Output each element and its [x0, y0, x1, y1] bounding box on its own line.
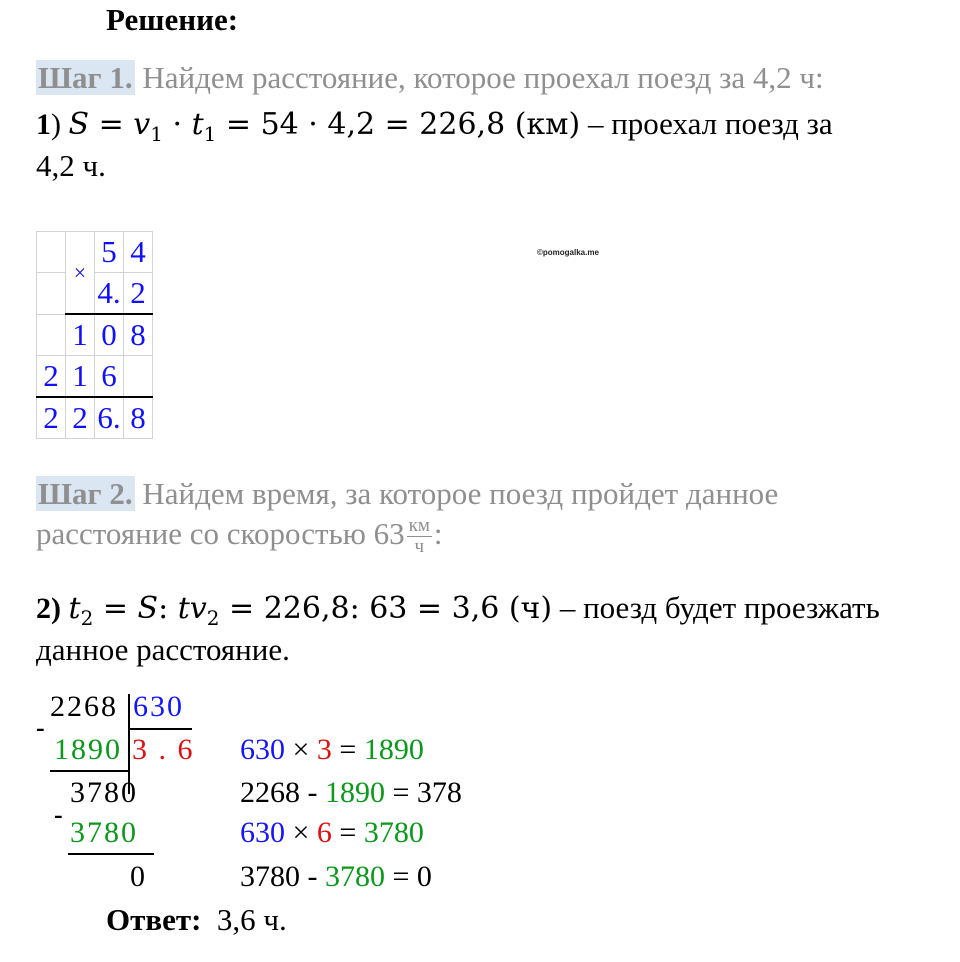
eq-part: 1890: [363, 733, 424, 766]
answer-value: 3,6 ч.: [216, 902, 287, 937]
step2-heading: [36, 476, 778, 512]
step1-text: Найдем расстояние, которое проехал поезд за 4,2 ч:: [142, 60, 824, 95]
step2-label: Шаг 2.: [38, 476, 133, 511]
times-sign: ×: [66, 232, 95, 315]
grid-cell: [37, 273, 66, 315]
minus-sign: -: [36, 713, 47, 742]
multiply-dot: ·: [162, 107, 192, 142]
equals-sign: =: [89, 107, 134, 142]
speed-symbol: tv: [177, 591, 207, 626]
step2-line3: данное расстояние.: [36, 632, 290, 667]
quotient: [132, 733, 195, 767]
time-symbol: t: [191, 107, 204, 142]
step1-item-number: 1: [36, 108, 51, 141]
check-equation: [240, 776, 462, 810]
step2-item-number: 2: [36, 592, 51, 625]
speed-subscript: 1: [150, 122, 163, 146]
distance-symbol: S: [68, 107, 90, 142]
eq-part: =: [331, 733, 364, 766]
step1-line2: 4,2 ч.: [36, 148, 106, 183]
step2-formula-rest: = 226,8: 63 = 3,6 (ч): [219, 591, 553, 626]
eq-part: 630: [240, 816, 285, 849]
grid-cell: 1: [66, 356, 95, 398]
solution-title: Решение:: [106, 2, 239, 37]
step1-heading: [36, 60, 824, 96]
grid-cell: 2: [37, 397, 66, 439]
distance-symbol: S: [137, 591, 159, 626]
quotient-digit-2: 6: [177, 733, 195, 766]
quotient-digit-1: 3: [132, 733, 149, 766]
grid-cell: 2: [66, 397, 95, 439]
step2-tail: – поезд будет проезжать: [552, 590, 880, 625]
speed-subscript: 2: [206, 606, 220, 630]
time-subscript: 1: [203, 122, 217, 146]
step2-text: Найдем время, за которое поезд пройдет данное: [142, 476, 779, 511]
eq-part: 3780 -: [240, 860, 325, 893]
step1-formula-line: [36, 106, 833, 146]
eq-part: =: [331, 816, 364, 849]
eq-part: 2268 -: [240, 776, 325, 809]
grid-cell: 8: [124, 314, 153, 356]
step1-item-paren: ): [51, 108, 61, 141]
grid-cell: [124, 356, 153, 398]
subtraction-line-1: [50, 770, 130, 772]
step2-colon: :: [433, 516, 443, 551]
divisor: 630: [133, 690, 184, 723]
step1-tail: – проехал поезд за: [580, 106, 833, 141]
speed-symbol: v: [133, 107, 151, 142]
step1-label: Шаг 1.: [38, 60, 133, 95]
multiplication-grid: [36, 231, 153, 439]
grid-cell: 6: [95, 356, 124, 398]
time-subscript: 2: [80, 606, 94, 630]
eq-part: 3780: [363, 816, 424, 849]
step2-line2: [36, 516, 443, 557]
eq-part: ×: [285, 733, 317, 766]
eq-part: ×: [285, 816, 317, 849]
watermark: ©pomogalka.me: [537, 248, 599, 257]
answer-label: Ответ:: [106, 902, 202, 937]
check-equation: [240, 816, 424, 850]
check-equation: [240, 733, 424, 767]
dividend: 2268: [50, 690, 118, 723]
grid-cell: 4.: [95, 273, 124, 315]
divide-colon: :: [158, 591, 178, 626]
eq-part: 1890: [325, 776, 385, 809]
check-equation: [240, 860, 432, 894]
step1-formula-rest: = 54 · 4,2 = 226,8 (км): [216, 107, 581, 142]
grid-cell: 2: [37, 356, 66, 398]
quotient-dot: .: [149, 733, 178, 766]
eq-part: 6: [316, 816, 332, 849]
subtraction-line-2: [68, 853, 154, 855]
speed-unit-fraction: [407, 516, 432, 557]
remainder-1: 3780: [70, 776, 138, 809]
step2-formula-line: [36, 590, 880, 630]
fraction-denominator: ч: [414, 536, 425, 558]
eq-part: = 378: [385, 776, 462, 809]
time-symbol: t: [68, 591, 81, 626]
eq-part: = 0: [385, 860, 432, 893]
grid-cell: 2: [124, 273, 153, 315]
subtrahend-2: 3780: [70, 816, 138, 849]
step2-item-paren: ): [51, 592, 61, 625]
fraction-numerator: км: [408, 515, 430, 537]
divisor-underline: [128, 728, 192, 730]
eq-part: 3780: [325, 860, 385, 893]
eq-part: 3: [316, 733, 332, 766]
step2-line2-text: расстояние со скоростью 63: [36, 516, 405, 551]
grid-cell: 6.: [95, 397, 124, 439]
minus-sign: -: [54, 800, 65, 829]
grid-cell: 8: [124, 397, 153, 439]
grid-cell: 1: [66, 314, 95, 356]
answer-line: [106, 902, 287, 938]
eq-part: 630: [240, 733, 285, 766]
grid-cell: [37, 232, 66, 273]
subtrahend-1: 1890: [54, 733, 122, 766]
remainder-2: 0: [130, 860, 147, 893]
grid-cell: [37, 314, 66, 356]
equals-sign: =: [93, 591, 138, 626]
grid-cell: 5: [95, 232, 124, 273]
grid-cell: 0: [95, 314, 124, 356]
grid-cell: 4: [124, 232, 153, 273]
